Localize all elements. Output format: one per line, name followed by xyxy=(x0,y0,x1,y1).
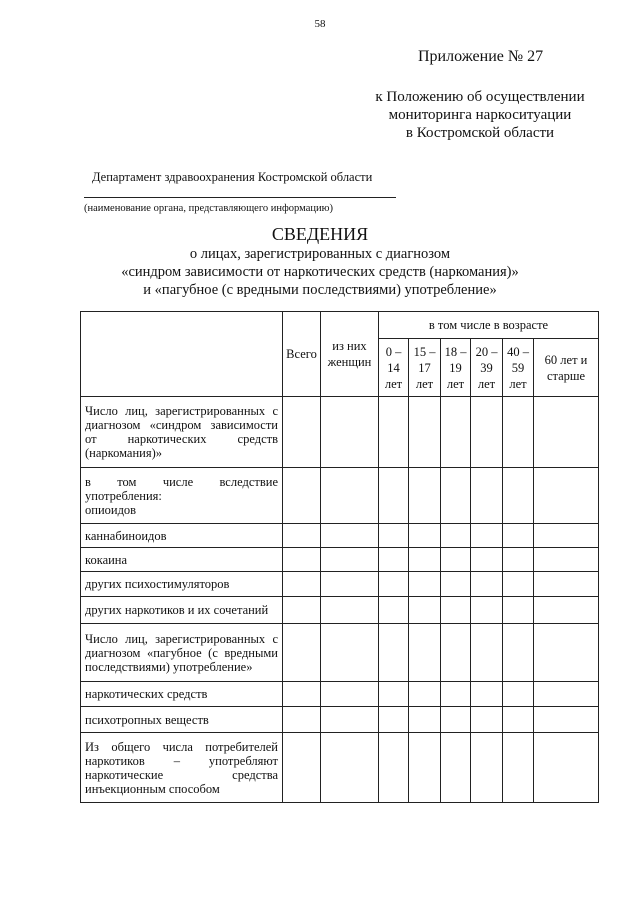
table-cell xyxy=(534,548,599,572)
table-cell xyxy=(321,524,379,548)
table-cell xyxy=(471,548,503,572)
table-cell xyxy=(534,468,599,524)
row-label: психотропных веществ xyxy=(81,707,283,733)
table-cell xyxy=(409,397,441,468)
header-age-18-19: 18 – 19 лет xyxy=(441,339,471,397)
table-cell xyxy=(379,707,409,733)
table-row xyxy=(81,624,599,682)
table-cell xyxy=(441,682,471,707)
table-cell xyxy=(503,682,534,707)
table-cell xyxy=(409,733,441,803)
table-row xyxy=(81,468,599,524)
table-cell xyxy=(534,597,599,624)
header-total: Всего xyxy=(283,312,321,397)
regulation-line-3: в Костромской области xyxy=(405,125,555,141)
table-cell xyxy=(441,397,471,468)
table-cell xyxy=(283,397,321,468)
table-cell xyxy=(534,524,599,548)
row-label: Из общего числа потребителей наркотиков – употребляют наркотические средства инъекционным способом xyxy=(81,733,283,803)
table-cell xyxy=(471,624,503,682)
table-cell xyxy=(379,524,409,548)
report-subtitle-line-3: и «пагубное (с вредными последствиями) употребление» xyxy=(143,282,497,298)
table-cell xyxy=(409,597,441,624)
row-label: Число лиц, зарегистрированных с диагнозом «синдром зависимости от наркотических средств (наркомания)» xyxy=(81,397,283,468)
table-cell xyxy=(283,597,321,624)
table-cell xyxy=(379,597,409,624)
table-cell xyxy=(534,682,599,707)
table-row xyxy=(81,682,599,707)
report-subtitle-line-2: «синдром зависимости от наркотических средств (наркомания)» xyxy=(121,264,519,280)
table-row xyxy=(81,397,599,468)
table-cell xyxy=(534,707,599,733)
table-row xyxy=(81,707,599,733)
header-age-20-39: 20 – 39 лет xyxy=(471,339,503,397)
table-cell xyxy=(503,624,534,682)
table-cell xyxy=(441,524,471,548)
row-label: других наркотиков и их сочетаний xyxy=(81,597,283,624)
header-label-corner xyxy=(81,312,283,397)
row-label: кокаина xyxy=(81,548,283,572)
department-underline xyxy=(84,197,396,198)
table-cell xyxy=(503,707,534,733)
table-cell xyxy=(379,624,409,682)
statistics-table xyxy=(80,311,599,803)
row-label: других психостимуляторов xyxy=(81,572,283,597)
table-cell xyxy=(321,397,379,468)
table-cell xyxy=(503,524,534,548)
table-cell xyxy=(534,572,599,597)
table-cell xyxy=(534,624,599,682)
table-cell xyxy=(503,572,534,597)
appendix-title: Приложение № 27 xyxy=(418,48,544,65)
table-cell xyxy=(283,572,321,597)
report-title: СВЕДЕНИЯ xyxy=(271,224,369,244)
table-cell xyxy=(283,624,321,682)
table-cell xyxy=(321,597,379,624)
row-label: каннабиноидов xyxy=(81,524,283,548)
table-cell xyxy=(534,397,599,468)
table-cell xyxy=(471,524,503,548)
page-number: 58 xyxy=(314,18,326,30)
table-cell xyxy=(441,624,471,682)
table-row xyxy=(81,733,599,803)
table-cell xyxy=(379,733,409,803)
table-cell xyxy=(471,707,503,733)
table-cell xyxy=(321,682,379,707)
table-cell xyxy=(471,733,503,803)
table-cell xyxy=(441,468,471,524)
table-cell xyxy=(379,682,409,707)
table-cell xyxy=(379,397,409,468)
table-cell xyxy=(471,572,503,597)
header-age-40-59: 40 – 59 лет xyxy=(503,339,534,397)
regulation-line-2: мониторинга наркоситуации xyxy=(388,107,572,123)
header-women: из них женщин xyxy=(321,312,379,397)
table-cell xyxy=(503,468,534,524)
table-cell xyxy=(283,548,321,572)
table-cell xyxy=(471,682,503,707)
table-row xyxy=(81,548,599,572)
table-cell xyxy=(503,597,534,624)
header-age-group: в том числе в возрасте xyxy=(379,312,599,339)
table-cell xyxy=(379,572,409,597)
table-cell xyxy=(321,468,379,524)
table-cell xyxy=(534,733,599,803)
table-cell xyxy=(321,624,379,682)
table-cell xyxy=(409,707,441,733)
table-cell xyxy=(283,682,321,707)
table-cell xyxy=(503,548,534,572)
regulation-line-1: к Положению об осуществлении xyxy=(375,89,585,105)
table-cell xyxy=(409,572,441,597)
table-cell xyxy=(503,733,534,803)
table-cell xyxy=(379,468,409,524)
table-cell xyxy=(471,397,503,468)
table-cell xyxy=(379,548,409,572)
table-cell xyxy=(409,548,441,572)
report-subtitle xyxy=(100,245,540,299)
table-row xyxy=(81,597,599,624)
department-caption: (наименование органа, представляющего информацию) xyxy=(84,203,333,214)
table-cell xyxy=(503,397,534,468)
table-cell xyxy=(441,597,471,624)
row-label: наркотических средств xyxy=(81,682,283,707)
table-cell xyxy=(471,597,503,624)
table-cell xyxy=(441,548,471,572)
table-cell xyxy=(321,572,379,597)
report-subtitle-line-1: о лицах, зарегистрированных с диагнозом xyxy=(189,246,451,262)
table-cell xyxy=(441,707,471,733)
header-age-60-plus: 60 лет и старше xyxy=(534,339,599,397)
table-cell xyxy=(409,682,441,707)
row-label: Число лиц, зарегистрированных с диагнозом «пагубное (с вредными последствиями) употребление» xyxy=(81,624,283,682)
table-cell xyxy=(283,707,321,733)
table-row xyxy=(81,524,599,548)
table-cell xyxy=(283,524,321,548)
department-name: Департамент здравоохранения Костромской области xyxy=(92,170,373,184)
table-cell xyxy=(441,572,471,597)
header-age-0-14: 0 – 14 лет xyxy=(379,339,409,397)
table-cell xyxy=(321,707,379,733)
table-cell xyxy=(321,733,379,803)
table-row xyxy=(81,572,599,597)
table-cell xyxy=(283,468,321,524)
table-cell xyxy=(409,624,441,682)
table-cell xyxy=(283,733,321,803)
table-cell xyxy=(321,548,379,572)
table-cell xyxy=(471,468,503,524)
row-label: в том числе вследствие употребления: опиоидов xyxy=(81,468,283,524)
header-age-15-17: 15 – 17 лет xyxy=(409,339,441,397)
table-cell xyxy=(409,468,441,524)
regulation-reference xyxy=(360,88,600,142)
table-cell xyxy=(441,733,471,803)
table-cell xyxy=(409,524,441,548)
